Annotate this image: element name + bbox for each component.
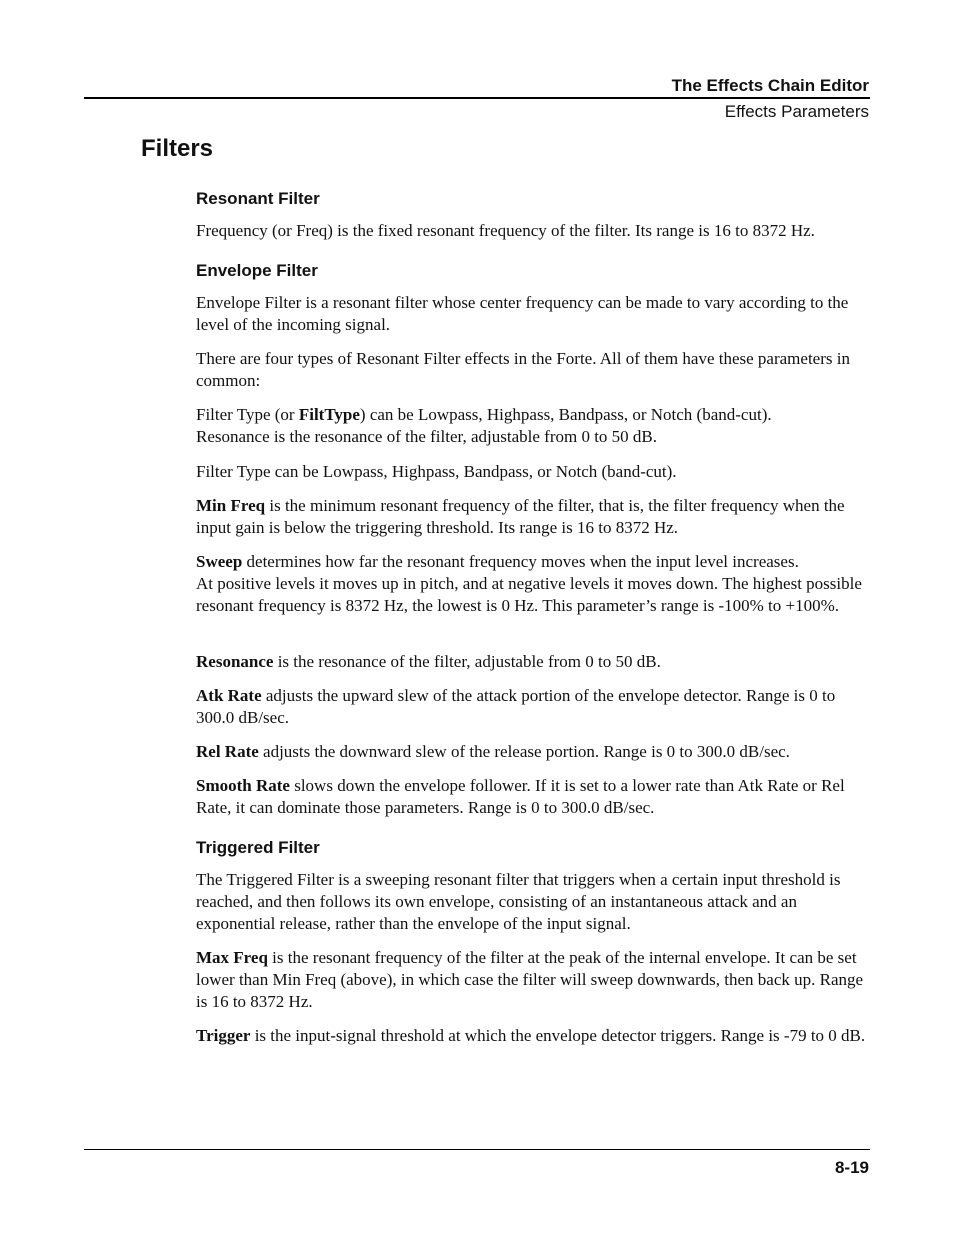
rel-rate-term: Rel Rate <box>196 742 259 761</box>
resonance-text: is the resonance of the filter, adjustable from 0 to 50 dB. <box>273 652 661 671</box>
filter-type-text-c: ) can be Lowpass, Highpass, Bandpass, or Notch (band-cut). <box>359 405 772 424</box>
section-heading-triggered-filter: Triggered Filter <box>196 838 320 857</box>
paragraph-rel-rate <box>196 741 872 763</box>
min-freq-term: Min Freq <box>196 496 266 515</box>
resonance-term: Resonance <box>196 652 274 671</box>
paragraph-smooth-rate <box>196 775 872 819</box>
paragraph-atk-rate <box>196 685 872 729</box>
atk-rate-term: Atk Rate <box>196 686 262 705</box>
rel-rate-text: adjusts the downward slew of the release portion. Range is 0 to 300.0 dB/sec. <box>258 742 790 761</box>
paragraph-trigger <box>196 1025 872 1047</box>
filter-type-text-a: Filter Type (or <box>196 405 299 424</box>
paragraph-triggered-intro: The Triggered Filter is a sweeping resonant filter that triggers when a certain input threshold is reached, and then follows its own envelope, consisting of an instantaneous attack and an exponential release, rather than the envelope of the input signal. <box>196 870 841 933</box>
min-freq-text: is the minimum resonant frequency of the filter, that is, the filter frequency when the input gain is below the triggering threshold. Its range is 16 to 8372 Hz. <box>196 496 845 537</box>
page-title: Filters <box>141 135 214 162</box>
trigger-text: is the input-signal threshold at which the envelope detector triggers. Range is -79 to 0 dB. <box>250 1026 866 1045</box>
sweep-text-1: determines how far the resonant frequency moves when the input level increases. <box>242 552 799 571</box>
paragraph-envelope-types: There are four types of Resonant Filter effects in the Forte. All of them have these parameters in common: <box>196 349 850 390</box>
paragraph-envelope-intro: Envelope Filter is a resonant filter whose center frequency can be made to vary according to the level of the incoming signal. <box>196 293 849 334</box>
paragraph-min-freq <box>196 495 872 539</box>
paragraph-filter-type-options: Filter Type can be Lowpass, Highpass, Bandpass, or Notch (band-cut). <box>196 462 677 481</box>
header-rule <box>84 97 870 99</box>
running-header-title: The Effects Chain Editor <box>671 76 869 95</box>
filttype-term: FiltType <box>298 405 360 424</box>
paragraph-max-freq <box>196 947 872 1013</box>
running-header-subtitle: Effects Parameters <box>724 102 869 121</box>
max-freq-term: Max Freq <box>196 948 268 967</box>
sweep-text-2: At positive levels it moves up in pitch, and at negative levels it moves down. The highest possible resonant frequency is 8372 Hz, the lowest is 0 Hz. This parameter’s range is -100% to +100%. <box>196 574 862 615</box>
paragraph-filter-type <box>196 404 872 448</box>
trigger-term: Trigger <box>196 1026 251 1045</box>
paragraph-resonance <box>196 651 872 673</box>
resonance-line: Resonance is the resonance of the filter, adjustable from 0 to 50 dB. <box>196 427 658 446</box>
smooth-rate-text: slows down the envelope follower. If it is set to a lower rate than Atk Rate or Rel Rate, it can dominate those parameters. Range is 0 to 300.0 dB/sec. <box>196 776 845 817</box>
paragraph-sweep <box>196 551 872 617</box>
sweep-term: Sweep <box>196 552 243 571</box>
atk-rate-text: adjusts the upward slew of the attack portion of the envelope detector. Range is 0 to 300.0 dB/sec. <box>196 686 836 727</box>
smooth-rate-term: Smooth Rate <box>196 776 290 795</box>
section-heading-envelope-filter: Envelope Filter <box>196 261 318 280</box>
footer-rule <box>84 1149 870 1150</box>
page-number: 8-19 <box>834 1158 869 1177</box>
max-freq-text: is the resonant frequency of the filter at the peak of the internal envelope. It can be set lower than Min Freq (above), in which case the filter will sweep downwards, then back up. Range is 16 to 8372 Hz. <box>196 948 864 1011</box>
section-heading-resonant-filter: Resonant Filter <box>196 189 320 208</box>
paragraph-resonant-frequency: Frequency (or Freq) is the fixed resonant frequency of the filter. Its range is 16 to 8372 Hz. <box>196 221 815 240</box>
